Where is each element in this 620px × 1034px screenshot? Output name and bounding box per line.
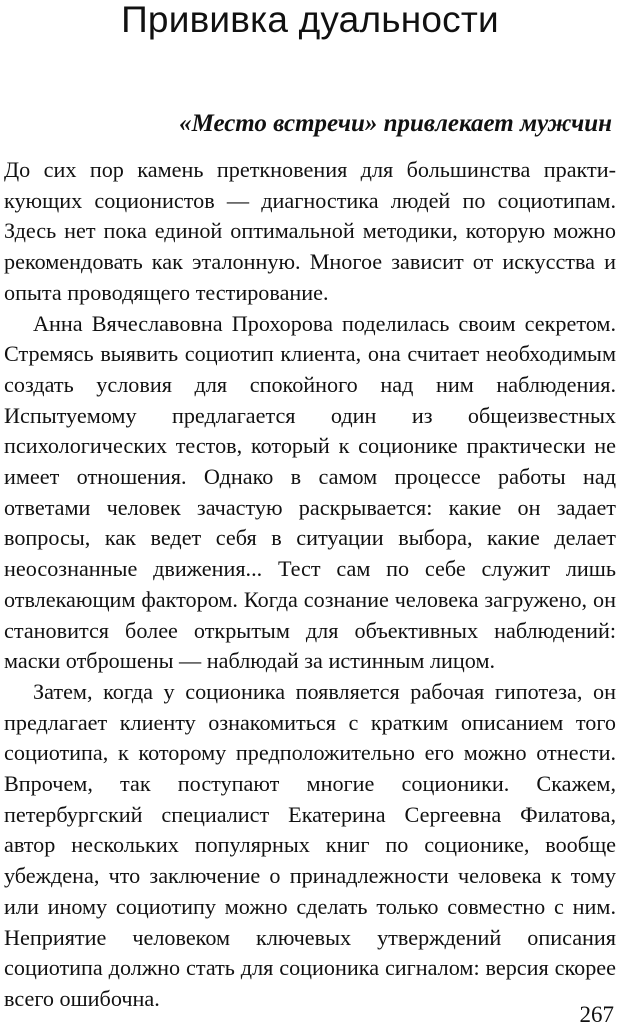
article-body: [4, 155, 616, 1015]
page-title: Прививка дуальности: [121, 0, 499, 40]
page-number: 267: [579, 1002, 614, 1027]
section-subtitle: «Место встречи» привлекает мужчин: [179, 110, 612, 137]
paragraph-1: До сих пор камень преткновения для большинства практикующих соционистов — диагностика людей по социотипам. Здесь нет пока единой оптимальной методики, которую можно рекомендовать как эталонную. Многое зависит от искусства и опыта проводящего тестирование.: [4, 157, 616, 305]
paragraph-3: Затем, когда у соционика появляется рабочая гипотеза, он предлагает клиенту ознакомиться с кратким описанием того социотипа, к которому предположительно его можно отнести. Впрочем, так поступают многие соционики. Скажем, петербургский специалист Екатерина Сергеевна Филатова, автор нескольких популярных книг по соционике, вообще убеждена, что заключение о принадлежности человека к тому или иному социотипу можно сделать только совместно с ним. Неприятие человеком ключевых утверждений описания социотипа должно стать для соционика сигналом: версия скорее всего ошибочна.: [4, 678, 616, 1011]
paragraph-2: Анна Вячеславовна Прохорова поделилась своим секретом. Стремясь выявить социотип клиента, она считает необходимым создать условия для спокойного над ним наблюдения. Испытуемому предлагается один из общеизвестных психологических тестов, который к соционике практически не имеет отношения. Однако в самом процессе работы над ответами человек зачастую раскрывается: какие он задает вопросы, как ведет себя в ситуации выбора, какие делает неосознанные движения... Тест сам по себе служит лишь отвлекающим фактором. Когда сознание человека загружено, он становится более открытым для объективных наблюдений: маски отброшены — наблюдай за истинным лицом.: [4, 310, 616, 674]
